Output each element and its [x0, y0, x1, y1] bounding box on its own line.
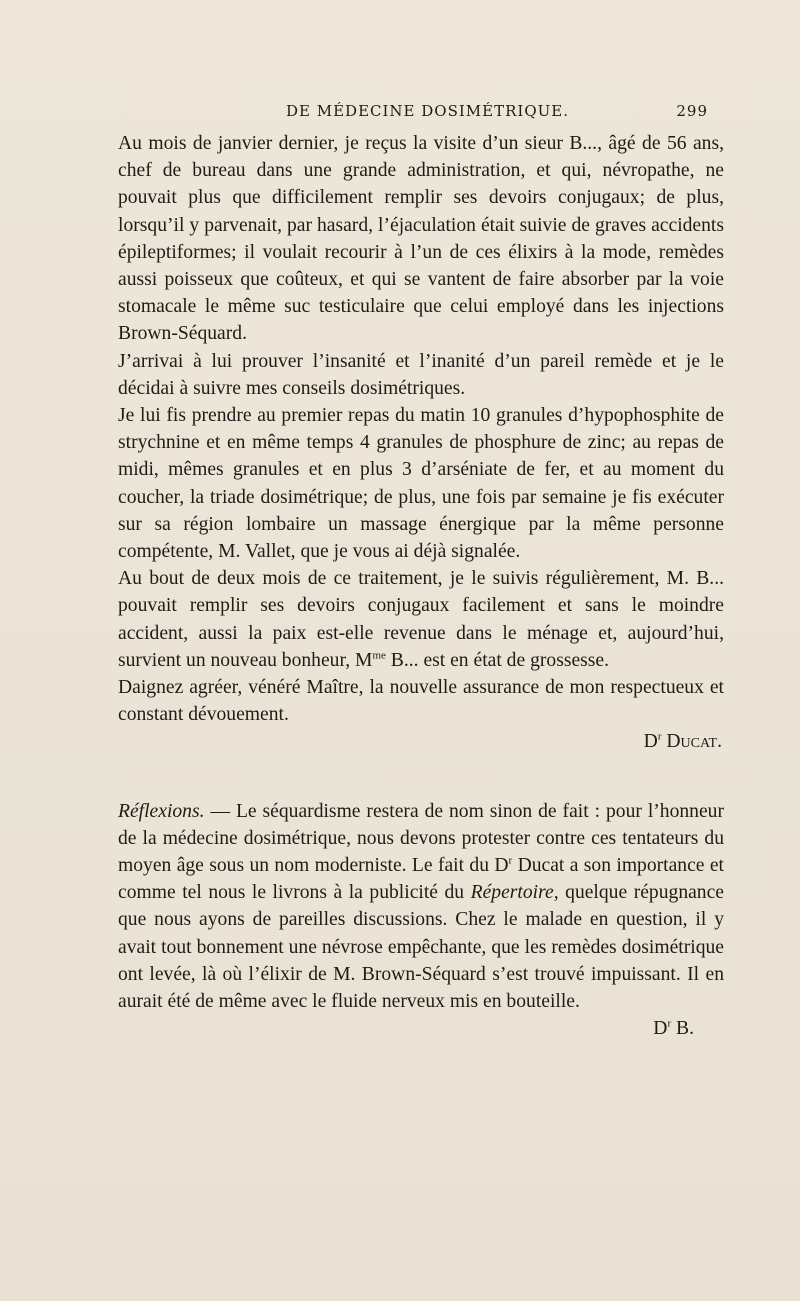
paragraph-4-text-a: Au bout de deux mois de ce traitement, je le suivis régulièrement, M. B... pouvait remplir ses devoirs conjugaux facilement et sans le moindre accident, aussi la paix est-elle revenue dans le ménage et, aujourd’hui, survient un nouveau bonheur, M	[118, 568, 724, 671]
reflexions-signature-sup: r	[667, 1017, 672, 1030]
page-body	[118, 130, 724, 1043]
signature-prefix: D	[643, 731, 658, 753]
signature-sup: r	[657, 730, 662, 743]
superscript-me: me	[372, 649, 386, 662]
paragraph-4	[118, 565, 724, 674]
reflexions-signature-name: B.	[671, 1018, 694, 1040]
running-title: DE MÉDECINE DOSIMÉTRIQUE.	[286, 102, 569, 120]
letter-signature	[118, 728, 724, 755]
reflexions-sup-1: r	[508, 854, 513, 867]
reflexions-text-2: Ducat a son importance et comme tel nous le livrons à la publicité du	[118, 855, 725, 904]
reflexions-signature-prefix: D	[653, 1018, 668, 1040]
paragraph-2: J’arrivai à lui prouver l’insanité et l’inanité d’un pareil remède et je le décidai à suivre mes conseils dosimétriques.	[118, 350, 724, 399]
reflexions-text-1: — Le séquardisme restera de nom sinon de fait : pour l’honneur de la médecine dosimétrique, nous devons protester contre ces tentateurs du moyen âge sous un nom moderniste. Le fait du D	[118, 800, 724, 877]
running-header	[118, 102, 708, 124]
signature-name: Ducat.	[661, 731, 722, 753]
reflexions-label: Réflexions.	[118, 800, 205, 822]
paragraph-3: Je lui fis prendre au premier repas du matin 10 granules d’hypophosphite de strychnine et en même temps 4 granules de phosphure de zinc; au repas de midi, mêmes granules et en plus 3 d’arséniate de fer, et au moment du coucher, la triade dosimétrique; de plus, une fois par semaine je fis exécuter sur sa région lombaire un massage énergique par la même personne compétente, M. Vallet, que je vous ai déjà signalée.	[118, 405, 724, 563]
paragraph-4-text-b: B... est en état de grossesse.	[385, 649, 609, 671]
reflexions-italic-title: Répertoire,	[470, 882, 559, 904]
reflexions-paragraph	[118, 798, 724, 1016]
section-gap	[118, 756, 724, 798]
paragraph-5: Daignez agréer, vénéré Maître, la nouvelle assurance de mon respectueux et constant dévouement.	[118, 677, 724, 726]
reflexions-signature	[118, 1015, 724, 1042]
paragraph-1: Au mois de janvier dernier, je reçus la visite d’un sieur B..., âgé de 56 ans, chef de bureau dans une grande administration, et qui, névropathe, ne pouvait plus que difficilement remplir ses devoirs conjugaux; de plus, lorsqu’il y parvenait, par hasard, l’éjaculation était suivie de graves accidents épileptiformes; il voulait recourir à l’un de ces élixirs à la mode, remèdes aussi poisseux que coûteux, et qui se vantent de faire absorber par la voie stomacale le même suc testiculaire que celui employé dans les injections Brown-Séquard.	[118, 133, 724, 345]
reflexions-text-3: quelque répugnance que nous ayons de pareilles discussions. Chez le malade en question, il y avait tout bonnement une névrose empêchante, que les remèdes dosimétrique ont levée, là où l’élixir de M. Brown-Séquard s’est trouvé impuissant. Il en aurait été de même avec le fluide nerveux mis en bouteille.	[118, 882, 724, 1013]
page-number: 299	[676, 102, 708, 120]
